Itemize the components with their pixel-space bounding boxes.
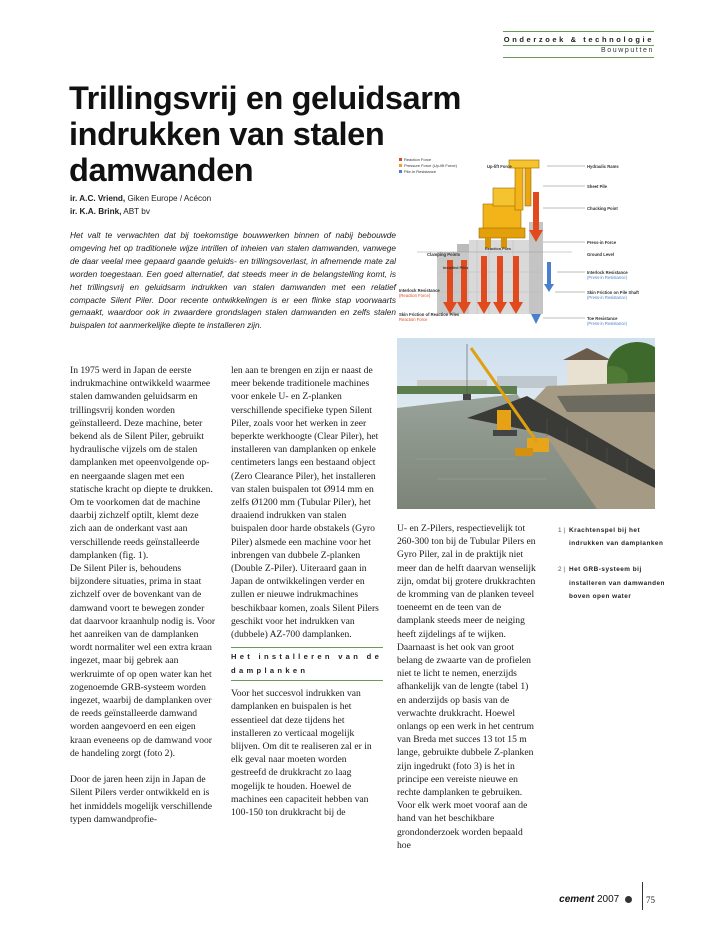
label-hydraulic: Hydraulic Rams (587, 164, 619, 169)
figure-captions (555, 524, 665, 616)
label-ground: Ground Level (587, 252, 614, 257)
svg-text:(Press-in Resistance): (Press-in Resistance) (587, 295, 628, 300)
paragraph: U- en Z-Pilers, respectievelijk tot 260-300 ton bij de Tubular Pilers en Gyro Piler, zal in de praktijk niet meer dan de helft daarvan wenselijk zijn, omdat bij grotere drukkrachten de kromming van de planken teveel toeneemt en de teen van de damplank steeds meer de neiging heeft zijdelings af te wijken. Daarnaast is het ook van groot belang de zwaarte van de profielen niet te licht te nemen, enerzijds afhankelijk van de lengte (tabel 1) en anderzijds op basis van de verwachte drukkracht. Hoewel onlangs op een werk in het centrum van Breda met succes 13 tot 15 m lange, gebruikte dubbele Z-planken zijn ingedrukt (foto 3) is het in principe een vereiste nieuwe en rechte damplanken te gebruiken. (397, 523, 536, 799)
footer-rule (642, 882, 643, 910)
paragraph: Voor het succesvol indrukken van damplanken en buispalen is het essentieel dat deze tijdens het installeren zo verticaal mogelijk blijven. Om dit te realiseren zal er in elk geval naar moeten worden gestreefd de drukkracht zo laag mogelijk te houden. Hoewel de machines een capaciteit hebben van 100-150 ton drukkracht bij de (231, 688, 372, 819)
page-number: 75 (646, 895, 655, 905)
svg-text:(Reaction Force): (Reaction Force) (399, 293, 431, 298)
header-rule-middle (503, 45, 654, 46)
label-skin-right: Skin Friction on Pile Shaft (587, 290, 639, 295)
legend-reaction: Reaction Force (404, 157, 432, 162)
section-heading: Het installeren van de damplanken (231, 647, 383, 681)
label-interlock-left: Interlock Resistance (399, 288, 440, 293)
author-2: ir. K.A. Brink, ABT bv (70, 206, 150, 216)
body-column-2 (231, 364, 383, 819)
bullet-icon (625, 896, 632, 903)
author-1: ir. A.C. Vriend, Giken Europe / Acécon (70, 194, 212, 203)
body-column-3 (397, 522, 538, 852)
svg-text:(Press-in Resistance): (Press-in Resistance) (587, 321, 628, 326)
paragraph: len aan te brengen en zijn er naast de meer bekende traditionele machines voor enkele U- en Z-planken verschillende specifieke typen Silent Piler, zoals voor het werken in zeer beperkte werkhoogte (Clear Piler), het installeren van damplanken op enkele centimeters langs een bestaand object (Zero Clearance Piler), het installeren van stalen buispalen tot Ø914 mm en zelfs Ø1200 mm (Tubular Piler), het draaiend indrukken van stalen buispalen door harde obstakels (Gyro Piler) alsmede een machine voor het inbrengen van dubbele Z-planken (Double Z-Piler). Uiteraard gaan in Japan de ontwikkelingen verder en zullen er nieuwe indrukmachines beschikbaar komen, zoals Silent Pilers geschikt voor het indrukken van (dubbele) AZ-700 damplanken. (231, 365, 379, 641)
paragraph: Voor elk werk moet vooraf aan de hand van het beschikbare grondonderzoek worden bepaald hoe (397, 800, 528, 851)
body-column-1 (70, 364, 216, 826)
issue-year: 2007 (596, 894, 620, 905)
header-rule-top (503, 31, 654, 32)
section-label: Onderzoek & technologie (503, 35, 654, 44)
article-title: Trillingsvrij en geluidsarm indrukken van stalen damwanden (69, 80, 461, 188)
caption-2: 2 | Het GRB-systeem bij installeren van damwanden boven open water (558, 566, 665, 600)
caption-1: 1 | Krachtenspel bij het indrukken van damplanken (558, 527, 664, 548)
intro-paragraph: Het valt te verwachten dat bij toekomstige bouwwerken binnen of nabij bebouwde omgeving het op traditionele wijze intrillen of inheien van stalen damwanden, vanwege de daar veelal mee gepaard gaande geluids- en trillingsoverlast, in afnemende mate zal worden toegestaan. Een goed alternatief, dat steeds meer in de belangstelling komt, is het trillingsvrij en geluidsarm indrukken van stalen damwanden met een relatief compacte Silent Piler. Door recente ontwikkelingen is er een flinke stap voorwaarts gemaakt, waardoor ook in zwaardere grondslagen stalen damwanden en zelfs stalen buispalen tot aanmerkelijke diepte te installeren zijn. (70, 230, 396, 331)
paragraph: De Silent Piler is, behoudens bijzondere situaties, prima in staat zichzelf over de bovenkant van de damwand voort te bewegen zonder dat daarvoor kraanhulp nodig is. Voor het aanreiken van de damplanken wordt normaliter wel een extra kraan ingezet, maar bij gebrek aan werkruimte of op open water kan het zogenoemde GRB-systeem worden ingezet, waarbij de damplanken over de reeds geïnstalleerde damwand worden aangevoerd en een eigen kraan eveneens op de damwand voor de handeling zorgt (foto 2). (70, 563, 216, 759)
header-rule-bottom (503, 57, 654, 58)
svg-text:(Press-in Resistance): (Press-in Resistance) (587, 275, 628, 280)
label-clamping: Clamping Points (427, 252, 461, 257)
label-uplift: Up-lift Force (487, 164, 512, 169)
label-chucking: Chucking Point (587, 206, 618, 211)
label-toe: Toe Resistance (587, 316, 618, 321)
subsection-label: Bouwputten (601, 47, 654, 54)
label-sheet: Sheet Pile (587, 184, 608, 189)
authors (70, 193, 211, 218)
paragraph: In 1975 werd in Japan de eerste indrukmachine ontwikkeld waarmee stalen damwanden geluidsarm en trillingsvrij konden worden geïnstalleerd. Deze machine, beter bekend als de Silent Piler, gebruikt hydraulische vijzels om de stalen damplanken met opeenvolgende op- en neergaande slagen met een statische kracht op diepte te drukken. Om te voorkomen dat de machine daarbij zichzelf optilt, klemt deze zich aan de onderkant vast aan verschillende reeds geïnstalleerde damplanken (fig. 1). (70, 365, 213, 561)
label-installed: Installed Piles (443, 266, 469, 270)
svg-text:Reaction Force: Reaction Force (399, 317, 428, 322)
magazine-name: cement (559, 894, 595, 905)
paragraph: Door de jaren heen zijn in Japan de Silent Pilers verder ontwikkeld en is het inmiddels mogelijk verschillende typen damwandprofie- (70, 774, 213, 825)
figure-press-in-forces (397, 152, 655, 333)
label-reaction: Reaction Piles (485, 247, 511, 251)
legend-pressure: Pressure Force (Up-lift Force) (404, 163, 457, 168)
label-skin-left: Skin Friction of Reaction Piles (399, 312, 460, 317)
label-interlock-top: Interlock Resistance (587, 270, 628, 275)
photo-grb-system (397, 338, 655, 509)
label-press: Press-in Force (587, 240, 617, 245)
footer (559, 894, 635, 905)
legend-resistance: Pile-in Resistance (404, 169, 437, 174)
